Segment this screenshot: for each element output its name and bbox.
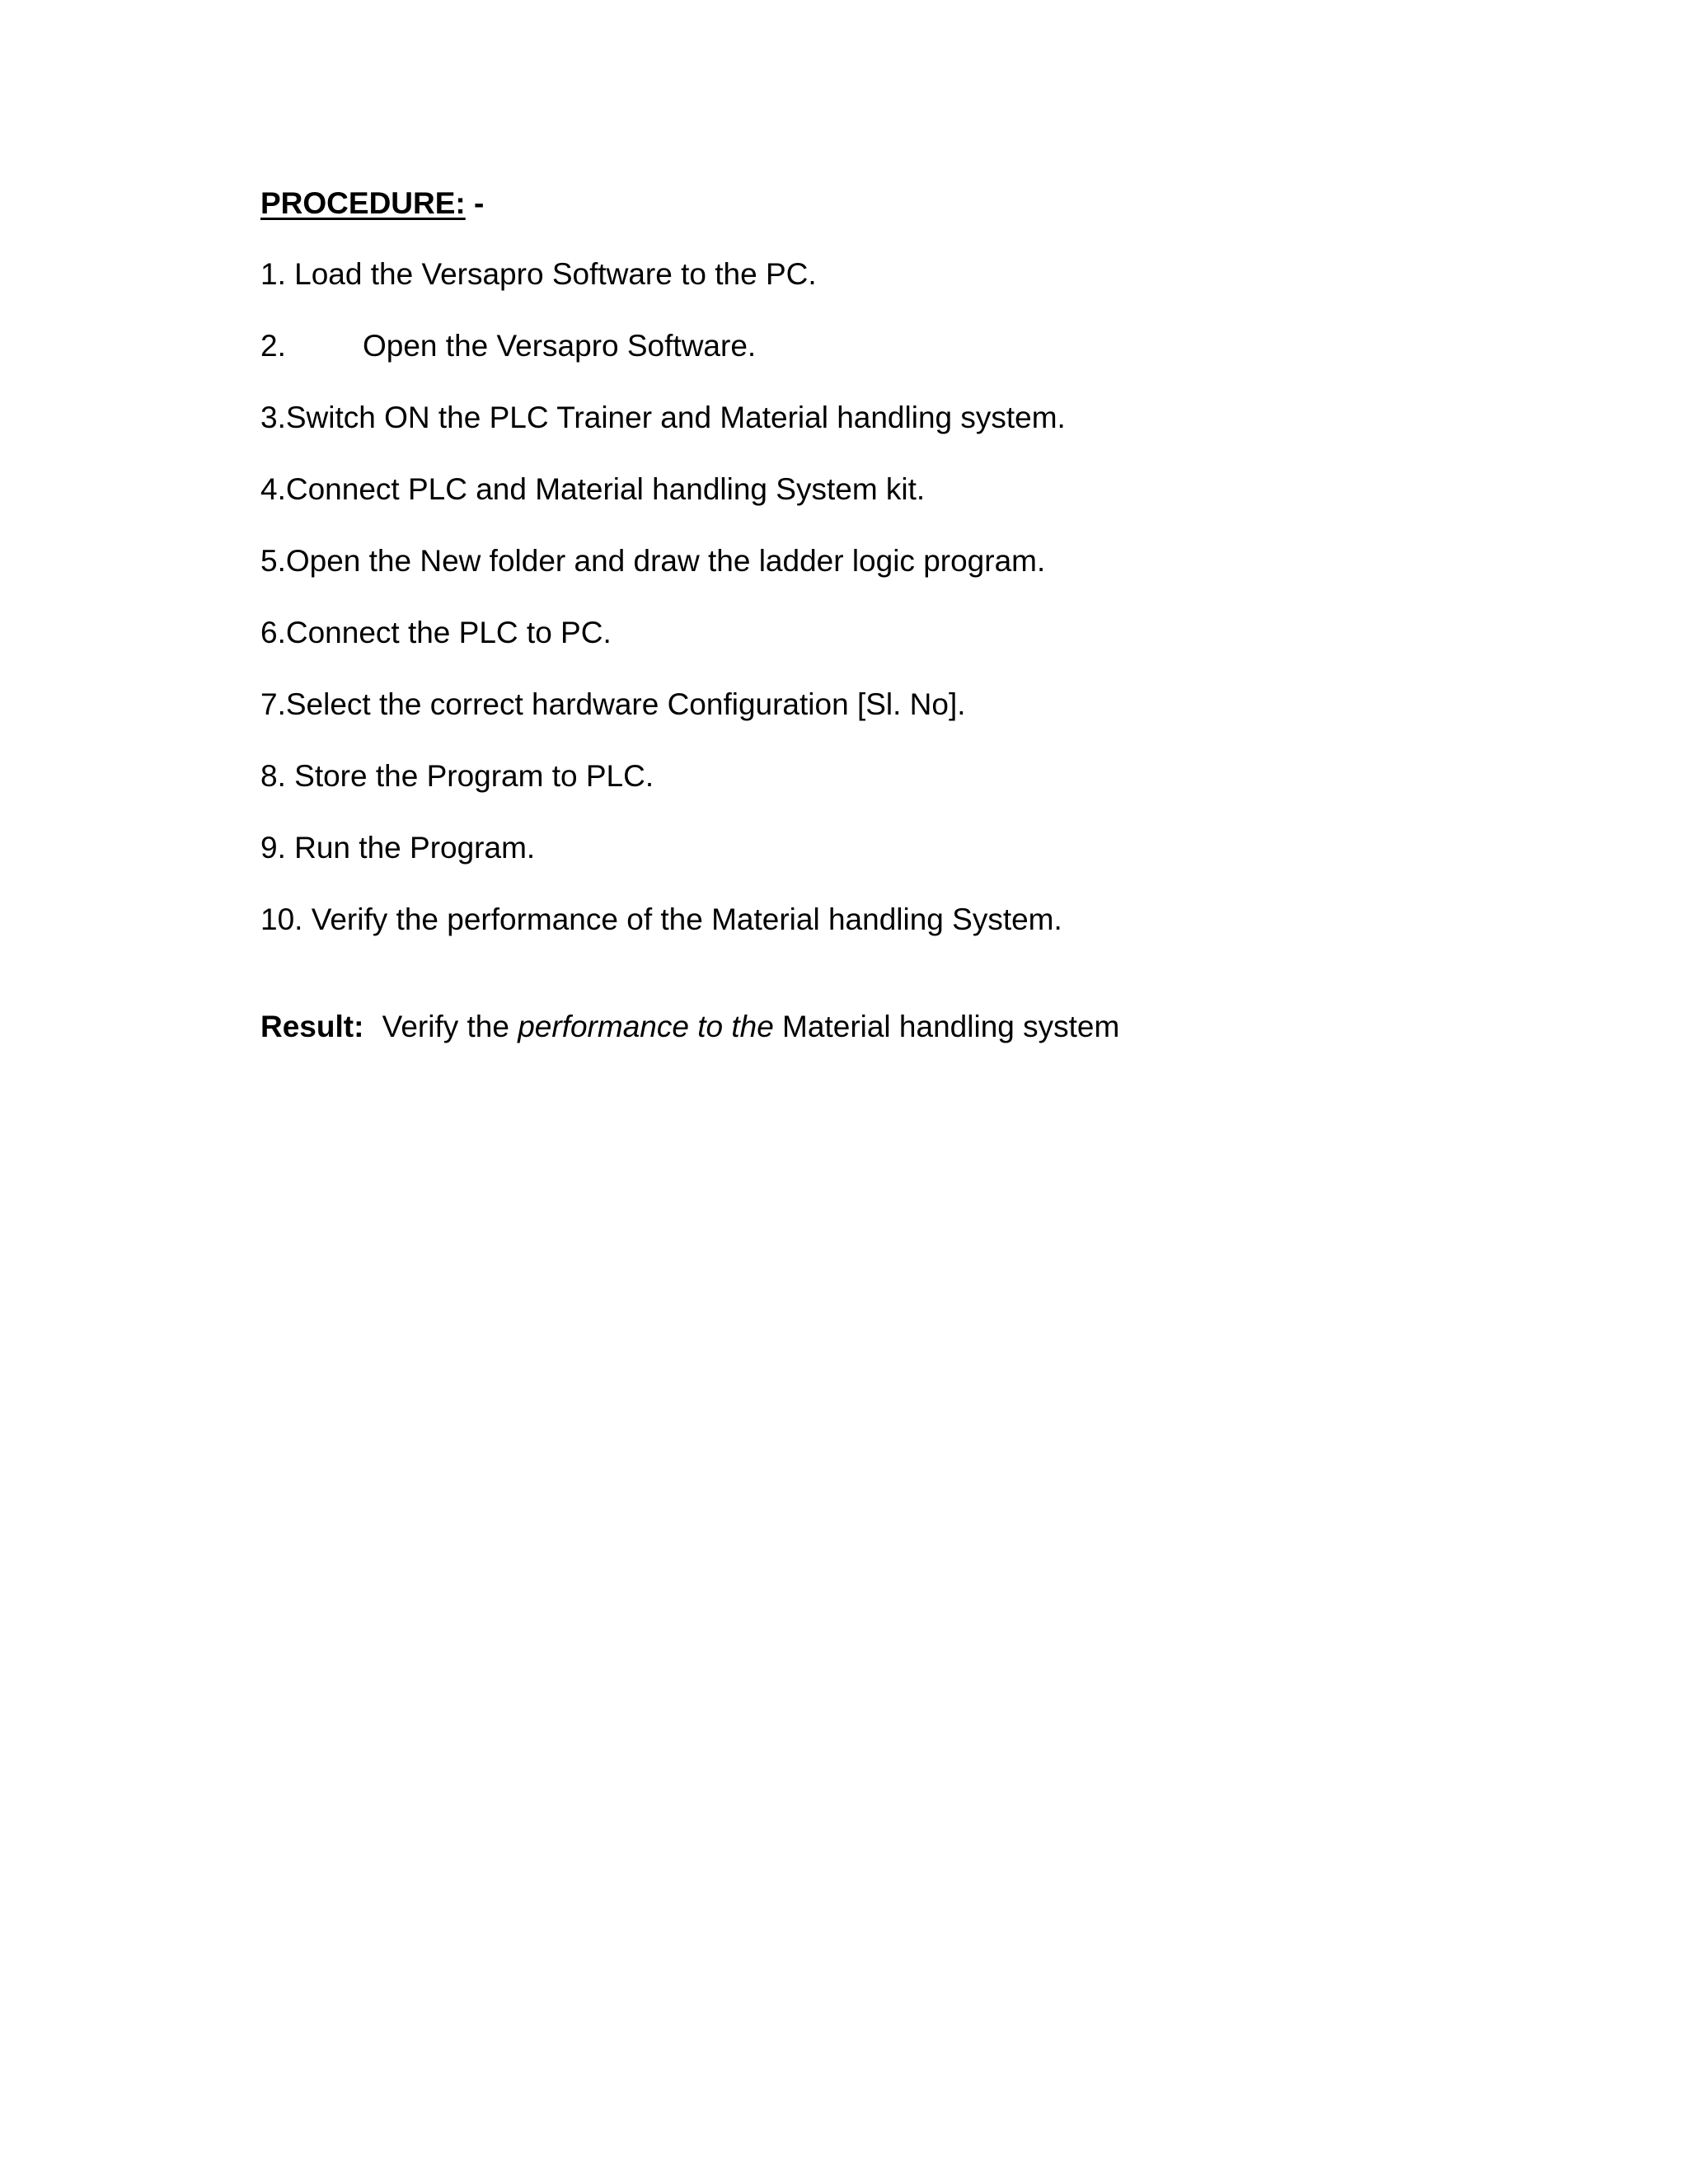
procedure-heading-label: PROCEDURE:	[260, 186, 466, 220]
step-number: 3.	[260, 401, 286, 434]
procedure-steps-list	[260, 255, 1497, 939]
procedure-step	[260, 255, 1497, 293]
step-number: 1.	[260, 257, 286, 291]
step-text: Run the Program.	[285, 831, 536, 865]
step-text: Connect PLC and Material handling System kit.	[285, 472, 926, 506]
step-text: Store the Program to PLC.	[285, 759, 654, 793]
procedure-step	[260, 327, 1497, 365]
procedure-step	[260, 901, 1497, 939]
step-number: 8.	[260, 759, 286, 793]
step-number: 10.	[260, 902, 303, 936]
procedure-section	[260, 185, 1497, 1046]
procedure-heading-dash: -	[465, 186, 485, 220]
result-text-after: Material handling system	[773, 1010, 1120, 1043]
procedure-step	[260, 757, 1497, 795]
step-number: 5.	[260, 544, 286, 578]
step-text: Load the Versapro Software to the PC.	[285, 257, 817, 291]
step-text: Connect the PLC to PC.	[285, 616, 612, 649]
result-line	[260, 1008, 1497, 1046]
procedure-step	[260, 686, 1497, 724]
result-text-before: Verify the	[373, 1010, 518, 1043]
procedure-step	[260, 614, 1497, 652]
step-text: Open the New folder and draw the ladder logic program.	[285, 544, 1046, 578]
step-text: Verify the performance of the Material handling System.	[302, 902, 1062, 936]
step-text: Switch ON the PLC Trainer and Material handling system.	[285, 401, 1066, 434]
step-text: Select the correct hardware Configuration [Sl. No].	[285, 687, 966, 721]
procedure-step	[260, 399, 1497, 437]
procedure-heading	[260, 185, 1497, 223]
step-number: 9.	[260, 831, 286, 865]
step-number: 7.	[260, 687, 286, 721]
procedure-step	[260, 829, 1497, 867]
step-number: 4.	[260, 472, 286, 506]
result-label: Result:	[260, 1010, 364, 1043]
step-number: 6.	[260, 616, 286, 649]
result-text-italic: performance to the	[518, 1010, 774, 1043]
procedure-step	[260, 542, 1497, 580]
step-text: Open the Versapro Software.	[363, 329, 757, 363]
procedure-step	[260, 471, 1497, 509]
step-number: 2.	[260, 329, 286, 363]
